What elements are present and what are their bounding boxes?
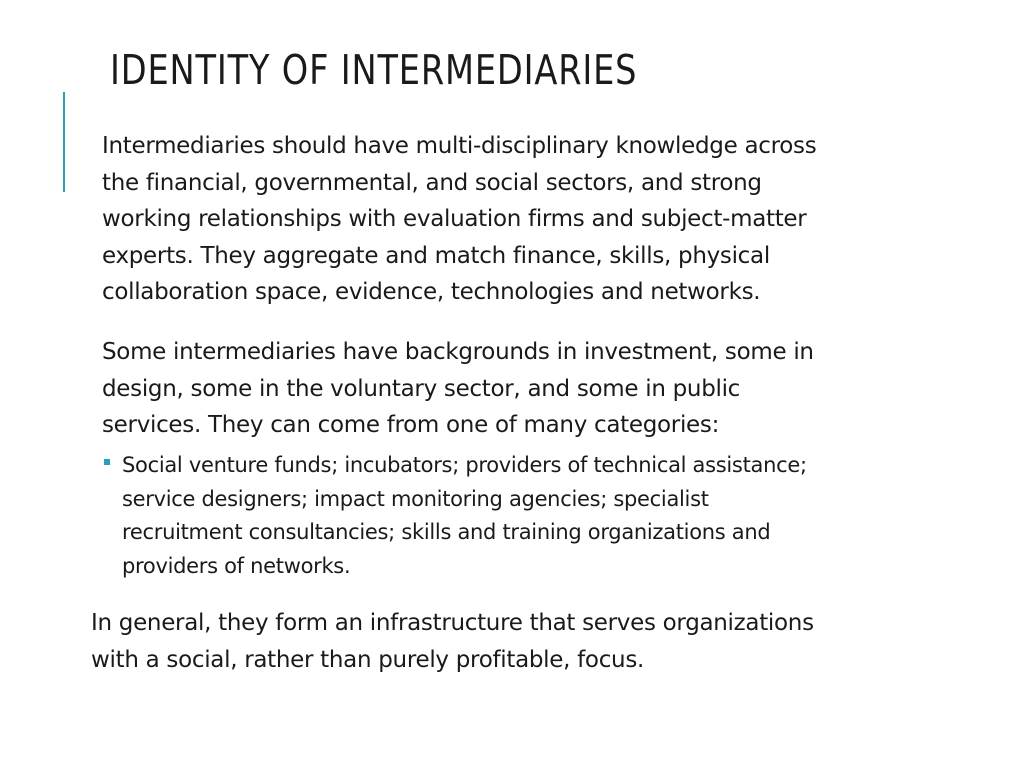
paragraph-line: collaboration space, evidence, technologies and networks. [102, 279, 761, 305]
paragraph-line: Intermediaries should have multi-disciplinary knowledge across [102, 133, 817, 159]
paragraph-line: experts. They aggregate and match finance, skills, physical [102, 242, 770, 269]
title-accent-line [63, 92, 65, 192]
paragraph-intermediaries-backgrounds [102, 334, 814, 444]
square-bullet-icon [104, 459, 110, 465]
bullet-line: recruitment consultancies; skills and training organizations and [122, 520, 771, 544]
paragraph-line: working relationships with evaluation firms and subject-matter [102, 206, 807, 232]
paragraph-line: the financial, governmental, and social sectors, and strong [102, 169, 762, 196]
bullet-line: Social venture funds; incubators; providers of technical assistance; [122, 453, 807, 477]
paragraph-general-infrastructure [91, 605, 814, 678]
bullet-line: service designers; impact monitoring agencies; specialist [122, 486, 709, 511]
paragraph-line: services. They can come from one of many categories: [102, 412, 720, 438]
bullet-text [122, 449, 807, 583]
paragraph-line: In general, they form an infrastructure that serves organizations [91, 610, 814, 636]
bullet-line: providers of networks. [122, 553, 351, 578]
paragraph-line: Some intermediaries have backgrounds in investment, some in [102, 339, 814, 365]
slide-title: IDENTITY OF INTERMEDIARIES [110, 46, 638, 94]
paragraph-line: design, some in the voluntary sector, and some in public [102, 375, 741, 402]
paragraph-line: with a social, rather than purely profitable, focus. [91, 646, 645, 673]
paragraph-intermediaries-knowledge [102, 128, 816, 311]
